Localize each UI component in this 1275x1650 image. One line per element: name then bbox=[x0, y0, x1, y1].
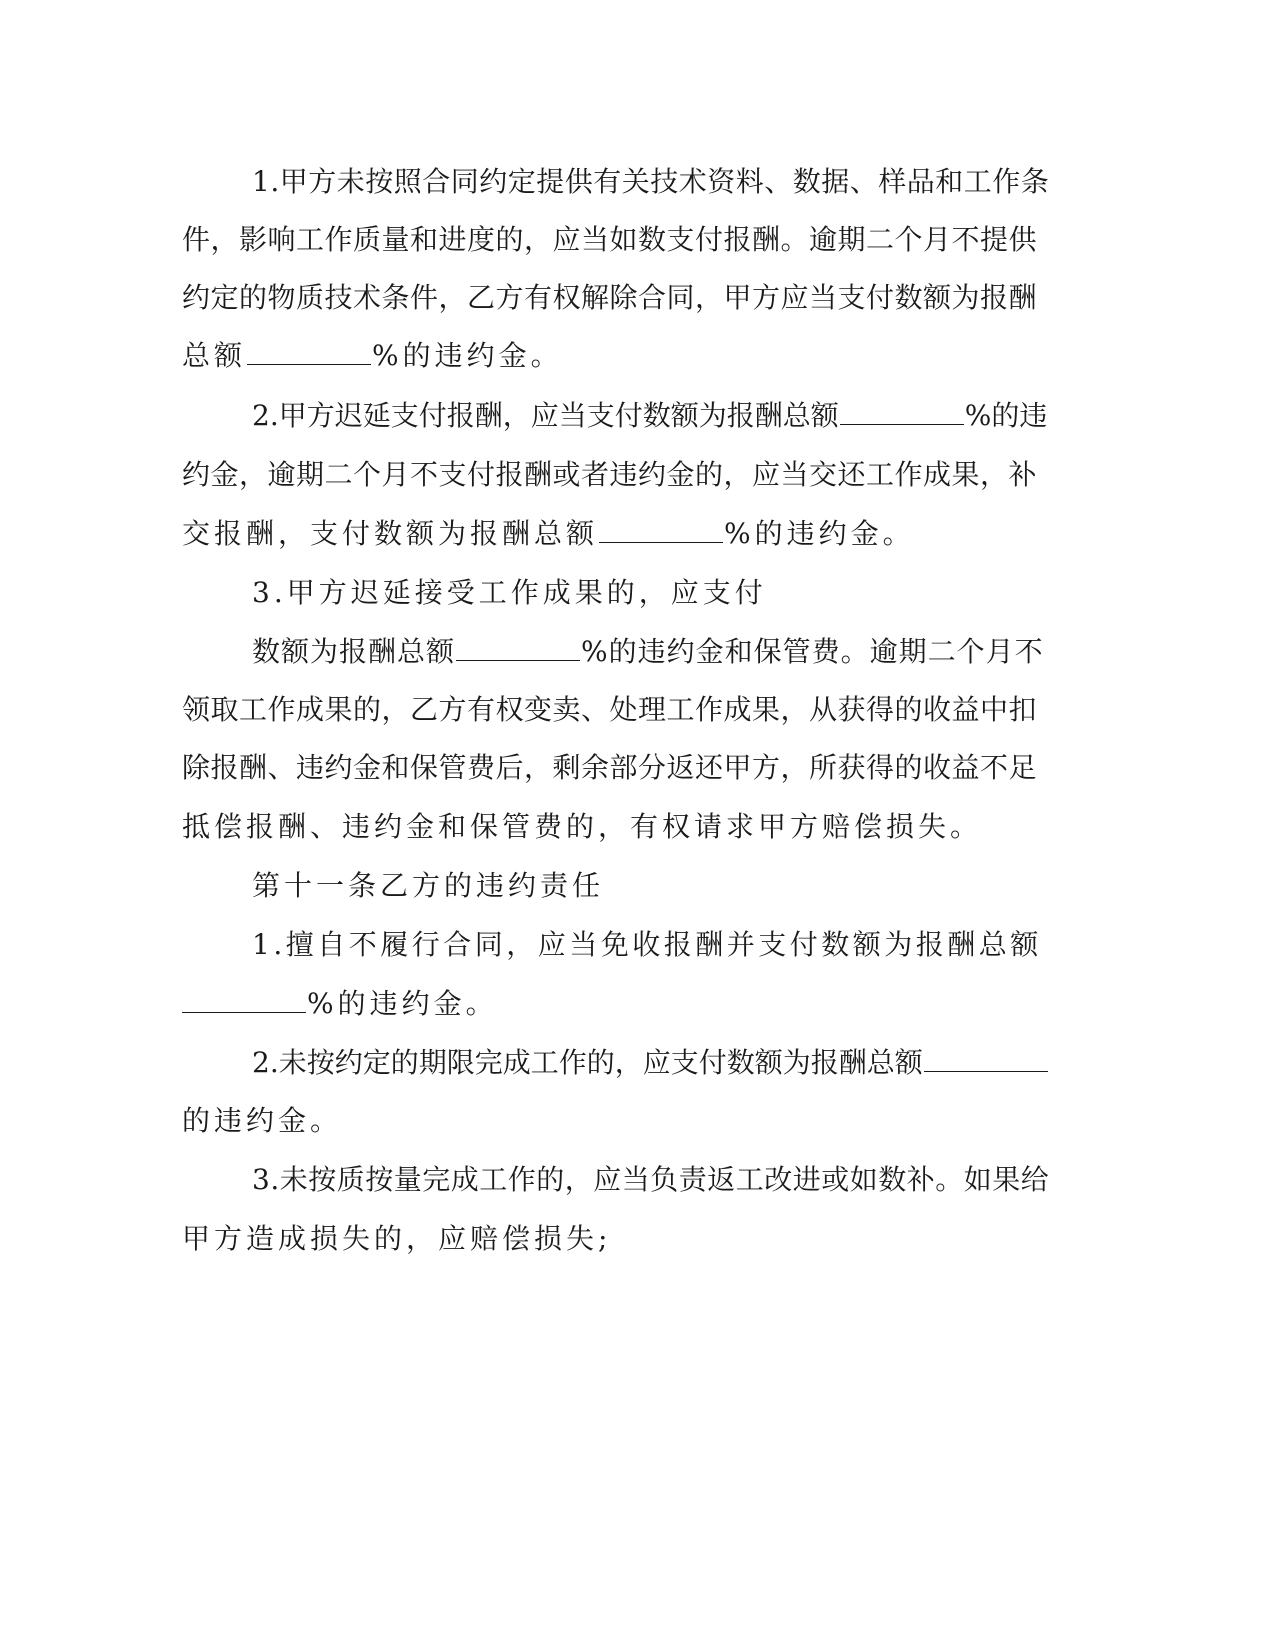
line-text: 约金，逾期二个月不支付报酬或者违约金的，应当交还工作成果，补 bbox=[182, 458, 1038, 491]
line-text: 交报酬，支付数额为报酬总额 bbox=[182, 517, 599, 550]
line-text: 数额为报酬总额 bbox=[252, 635, 456, 668]
fill-in-blank bbox=[924, 1043, 1048, 1072]
fill-in-blank bbox=[840, 396, 964, 425]
text-line bbox=[182, 220, 1037, 260]
line-text: 3.甲方迟延接受工作成果的，应支付 bbox=[252, 576, 767, 609]
line-text: 除报酬、违约金和保管费后，剩余部分返还甲方，所获得的收益不足 bbox=[182, 751, 1038, 784]
section-heading bbox=[252, 866, 604, 906]
fill-in-blank bbox=[456, 632, 580, 661]
line-text: %的违约金。 bbox=[724, 517, 915, 550]
line-text: 总额 bbox=[182, 339, 247, 372]
line-text: 的违约金。 bbox=[182, 1104, 343, 1137]
line-text: 甲方造成损失的，应赔偿损失; bbox=[182, 1222, 612, 1255]
text-line bbox=[182, 336, 563, 376]
text-line bbox=[182, 455, 1037, 495]
text-line bbox=[182, 748, 1037, 788]
line-text: 领取工作成果的，乙方有权变卖、处理工作成果，从获得的收益中扣 bbox=[182, 693, 1038, 726]
text-line bbox=[182, 1219, 611, 1259]
text-line bbox=[252, 396, 1047, 436]
fill-in-blank bbox=[599, 514, 723, 543]
text-line bbox=[252, 632, 1044, 672]
line-text: 约定的物质技术条件，乙方有权解除合同，甲方应当支付数额为报酬 bbox=[182, 281, 1038, 314]
line-text: 1.擅自不履行合同，应当免收报酬并支付数额为报酬总额 bbox=[252, 928, 1042, 961]
text-line bbox=[252, 573, 767, 613]
line-text: 2.甲方迟延支付报酬，应当支付数额为报酬总额 bbox=[252, 399, 839, 432]
text-line bbox=[252, 1160, 1049, 1200]
text-line bbox=[182, 984, 498, 1024]
fill-in-blank bbox=[182, 984, 306, 1013]
text-line bbox=[182, 807, 982, 847]
heading-text: 第十一条乙方的违约责任 bbox=[252, 869, 605, 902]
line-text: %的违约金。 bbox=[307, 987, 498, 1020]
text-line bbox=[252, 1043, 1049, 1083]
line-text: 2.未按约定的期限完成工作的，应支付数额为报酬总额 bbox=[252, 1046, 923, 1079]
line-text: %的违 bbox=[964, 399, 1048, 432]
text-line bbox=[182, 278, 1037, 318]
line-text: 3.未按质按量完成工作的，应当负责返工改进或如数补。如果给 bbox=[252, 1163, 1050, 1196]
text-line bbox=[252, 925, 1042, 965]
line-text: 件，影响工作质量和进度的，应当如数支付报酬。逾期二个月不提供 bbox=[182, 223, 1038, 256]
text-line bbox=[182, 1101, 342, 1141]
line-text: %的违约金。 bbox=[372, 339, 563, 372]
line-text: 1.甲方未按照合同约定提供有关技术资料、数据、样品和工作条 bbox=[252, 165, 1050, 198]
fill-in-blank bbox=[247, 336, 371, 365]
line-text: 抵偿报酬、违约金和保管费的，有权请求甲方赔偿损失。 bbox=[182, 810, 983, 843]
text-line bbox=[182, 514, 915, 554]
text-line bbox=[252, 162, 1049, 202]
line-text: %的违约金和保管费。逾期二个月不 bbox=[581, 635, 1044, 668]
text-line bbox=[182, 690, 1037, 730]
